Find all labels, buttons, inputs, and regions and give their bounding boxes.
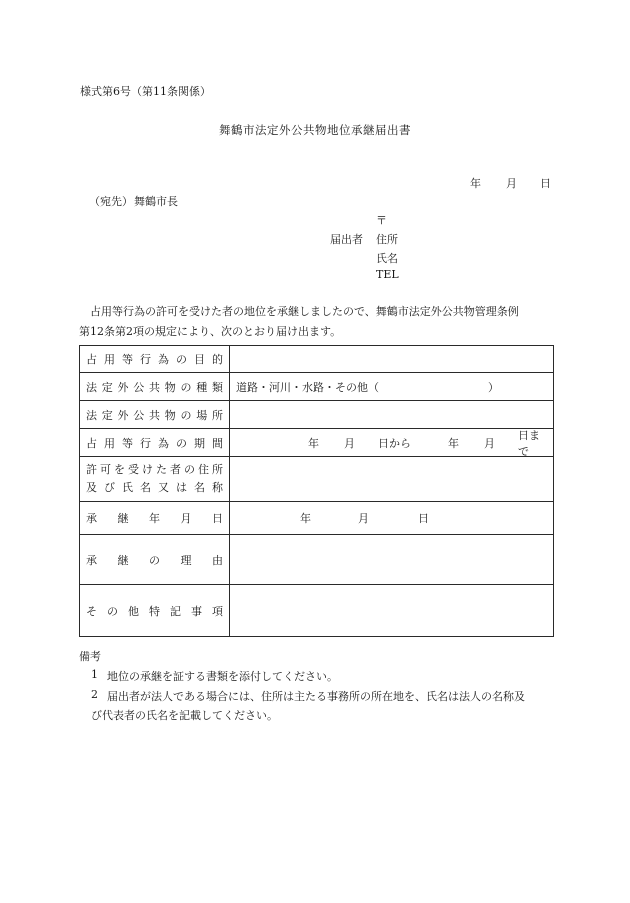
date-day-label: 日 xyxy=(540,177,551,190)
remark-1-number: 1 xyxy=(91,668,98,681)
period-month-1: 月 xyxy=(344,436,355,450)
period-day-to: 日まで xyxy=(518,428,540,458)
intro-line-2: 第12条第2項の規定により、次のとおり届け出ます。 xyxy=(79,325,342,338)
remark-2-text: 届出者が法人である場合には、住所は主たる事務所の所在地を、氏名は法人の名称及 xyxy=(107,690,525,703)
row-purpose xyxy=(80,346,554,373)
row-holder xyxy=(80,457,554,502)
intro-paragraph xyxy=(79,302,559,342)
period-label: 占用等行為の期間 xyxy=(80,429,230,457)
succession-date-label: 承継年月日 xyxy=(80,502,230,535)
succession-date-field[interactable] xyxy=(230,502,554,535)
notifier-address-label: 住所 xyxy=(376,233,398,246)
notifier-tel-label: TEL xyxy=(376,268,399,281)
notifier-name-label: 氏名 xyxy=(376,252,398,265)
type-options: 道路・河川・水路・その他（ xyxy=(236,380,379,394)
period-field[interactable] xyxy=(230,429,554,457)
succession-month: 月 xyxy=(358,512,369,525)
remark-1-text: 地位の承継を証する書類を添付してください。 xyxy=(107,670,338,683)
remark-2-number: 2 xyxy=(91,688,98,701)
notes-field[interactable] xyxy=(230,585,554,637)
location-label: 法定外公共物の場所 xyxy=(80,401,230,429)
holder-label xyxy=(80,457,230,502)
row-succession-date xyxy=(80,502,554,535)
location-field[interactable] xyxy=(230,401,554,429)
date-year-label: 年 xyxy=(470,177,481,190)
intro-line-1: 占用等行為の許可を受けた者の地位を承継しましたので、舞鶴市法定外公共物管理条例 xyxy=(90,305,519,318)
postal-mark: 〒 xyxy=(376,214,387,227)
purpose-label: 占用等行為の目的 xyxy=(80,346,230,373)
succession-day: 日 xyxy=(418,512,429,525)
type-label: 法定外公共物の種類 xyxy=(80,373,230,401)
notifier-label: 届出者 xyxy=(330,233,363,246)
type-field[interactable] xyxy=(230,373,554,401)
document-title: 舞鶴市法定外公共物地位承継届出書 xyxy=(219,123,411,137)
succession-year: 年 xyxy=(300,512,311,525)
notification-form-table xyxy=(79,345,554,637)
row-type xyxy=(80,373,554,401)
date-month-label: 月 xyxy=(506,177,517,190)
period-year-1: 年 xyxy=(308,436,319,450)
row-reason xyxy=(80,535,554,585)
reason-label: 承継の理由 xyxy=(80,535,230,585)
holder-label-line-1: 許可を受けた者の住所 xyxy=(86,463,223,476)
addressee-prefix: （宛先） xyxy=(89,195,133,208)
reason-field[interactable] xyxy=(230,535,554,585)
form-number: 様式第6号（第11条関係） xyxy=(80,85,211,98)
holder-field[interactable] xyxy=(230,457,554,502)
purpose-field[interactable] xyxy=(230,346,554,373)
type-paren-close: ） xyxy=(488,380,499,394)
remark-2-continuation: び代表者の氏名を記載してください。 xyxy=(91,709,278,722)
period-month-2: 月 xyxy=(484,436,495,450)
remarks-heading: 備考 xyxy=(79,650,101,663)
row-notes xyxy=(80,585,554,637)
notes-label: その他特記事項 xyxy=(80,585,230,637)
holder-label-line-2: 及び氏名又は名称 xyxy=(86,481,223,494)
row-period xyxy=(80,429,554,457)
period-year-2: 年 xyxy=(448,436,459,450)
period-day-from: 日から xyxy=(378,436,411,450)
row-location xyxy=(80,401,554,429)
addressee-name: 舞鶴市長 xyxy=(134,195,178,208)
